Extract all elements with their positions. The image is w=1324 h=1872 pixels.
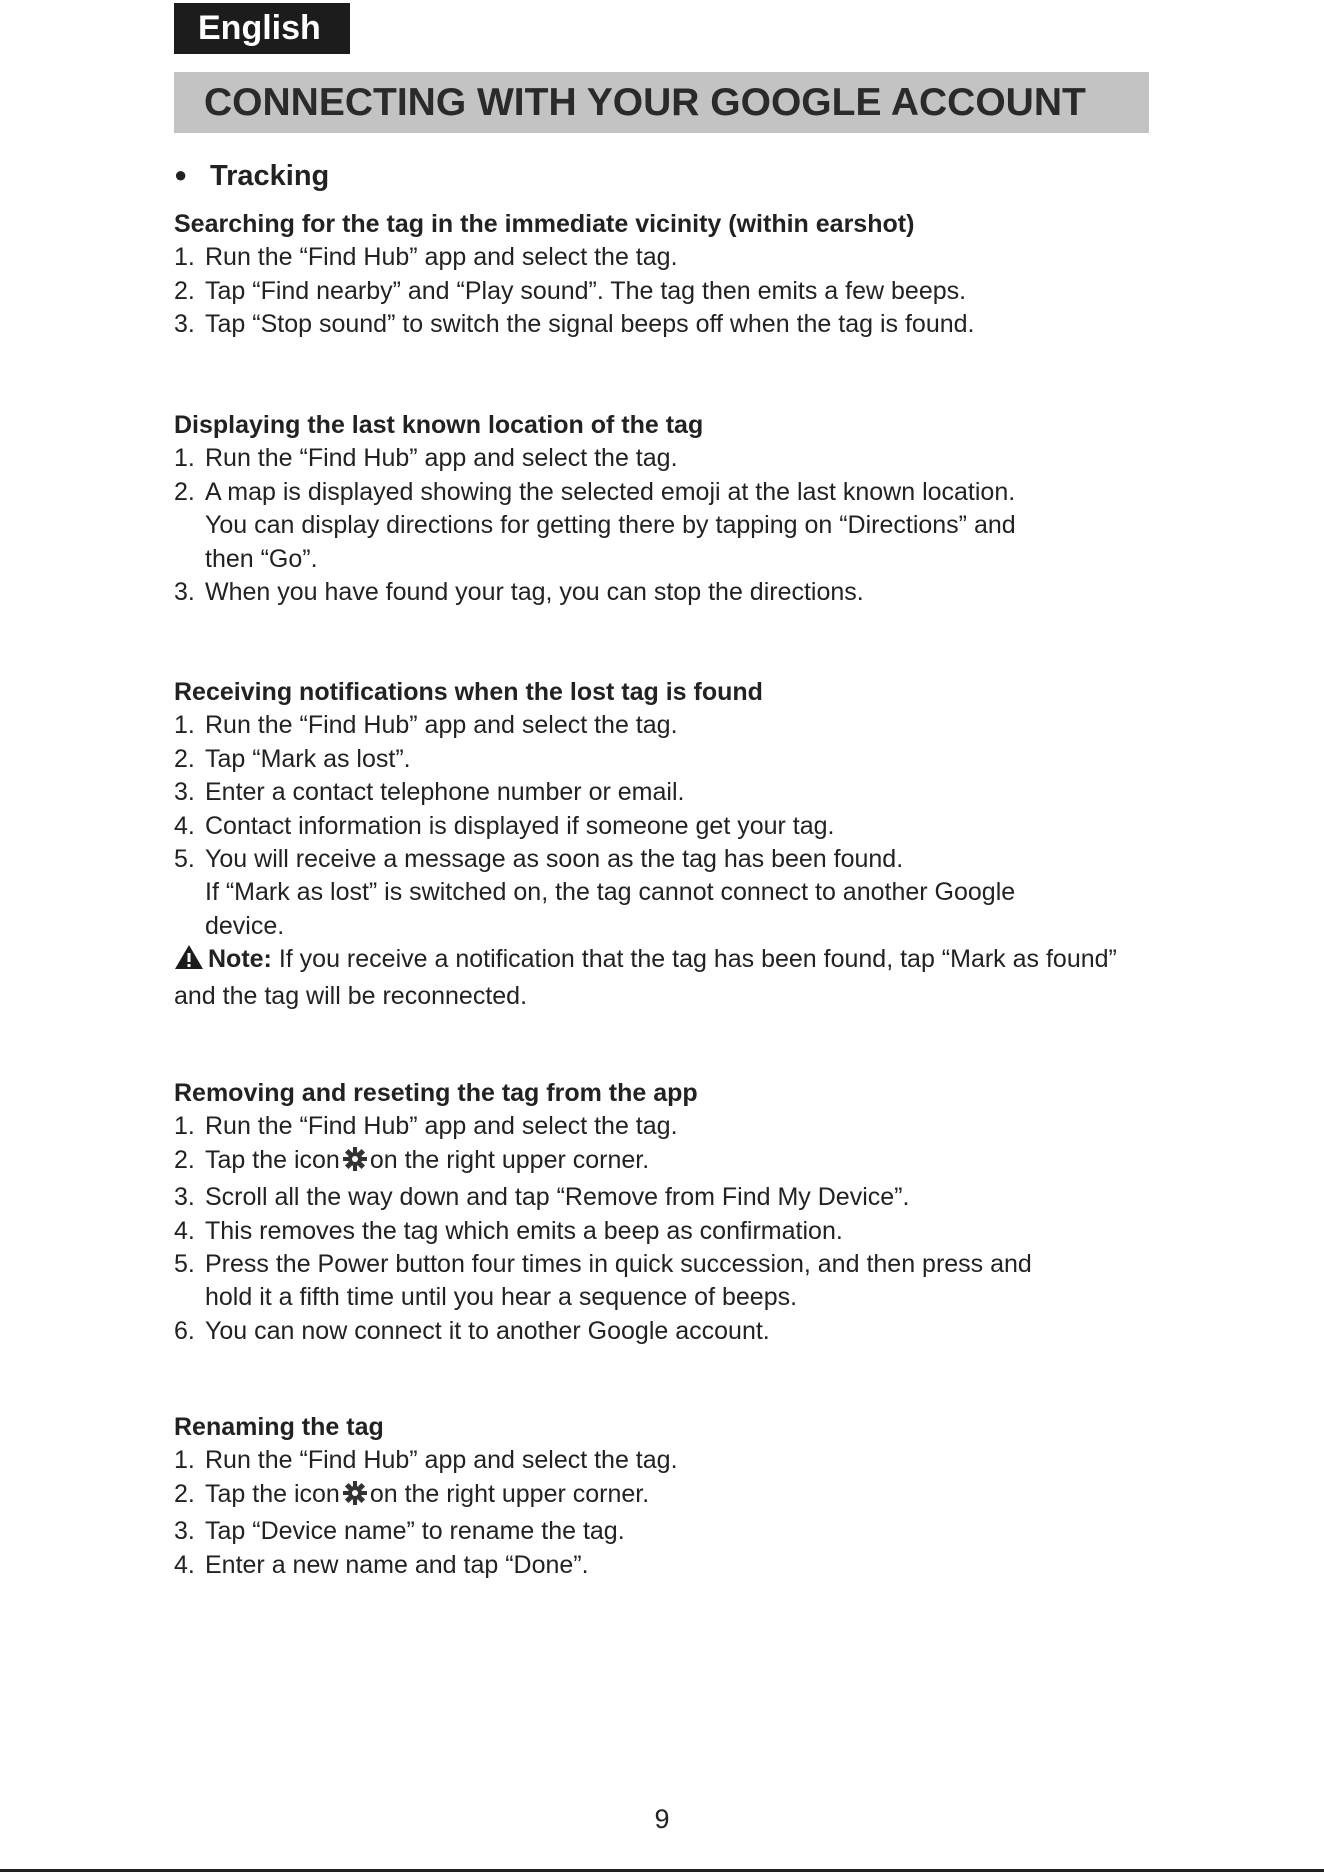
- step-text-after: on the right upper corner.: [369, 1145, 650, 1174]
- step-number: 5.: [174, 1250, 195, 1279]
- step-item: [174, 1444, 1154, 1477]
- step-number: 4.: [174, 811, 195, 840]
- step-item: [174, 1181, 1154, 1214]
- step-text: Scroll all the way down and tap “Remove from Find My Device”.: [205, 1183, 910, 1212]
- step-item: [174, 275, 1154, 308]
- step-text: Run the “Find Hub” app and select the tag.: [205, 444, 678, 473]
- step-item: [174, 1144, 1154, 1181]
- step-number: 3.: [174, 578, 195, 607]
- step-number: 1.: [174, 243, 195, 272]
- page-number: 9: [654, 1804, 670, 1834]
- step-number: 3.: [174, 1183, 195, 1212]
- section-0: [174, 208, 1154, 342]
- step-text: Tap “Device name” to rename the tag.: [205, 1517, 625, 1546]
- step-continuation: device.: [205, 911, 285, 940]
- section-4: [174, 1411, 1154, 1582]
- step-text: Tap “Stop sound” to switch the signal beeps off when the tag is found.: [205, 310, 975, 339]
- language-label: English: [174, 3, 350, 54]
- step-text-before: Tap the icon: [205, 1479, 340, 1508]
- step-text: This removes the tag which emits a beep as confirmation.: [205, 1216, 843, 1245]
- step-number: 1.: [174, 1112, 195, 1141]
- step-number: 2.: [174, 477, 195, 506]
- step-continuation: hold it a fifth time until you hear a sequence of beeps.: [205, 1283, 798, 1312]
- step-number: 1.: [174, 711, 195, 740]
- topic-label: Tracking: [210, 160, 330, 192]
- section-heading: Displaying the last known location of the tag: [174, 411, 704, 439]
- step-text-after: on the right upper corner.: [369, 1479, 650, 1508]
- step-number: 1.: [174, 444, 195, 473]
- step-item: [174, 1515, 1154, 1548]
- step-text: You can now connect it to another Google account.: [205, 1316, 770, 1345]
- step-item: [174, 776, 1154, 809]
- banner-title: CONNECTING WITH YOUR GOOGLE ACCOUNT: [174, 72, 1149, 133]
- step-number: 2.: [174, 744, 195, 773]
- step-number: 2.: [174, 276, 195, 305]
- note-label: Note:: [208, 945, 272, 974]
- step-text: Run the “Find Hub” app and select the tag.: [205, 1446, 678, 1475]
- step-number: 4.: [174, 1550, 195, 1579]
- step-number: 3.: [174, 310, 195, 339]
- step-text: Tap “Mark as lost”.: [205, 744, 411, 773]
- step-number: 2.: [174, 1145, 195, 1174]
- step-text: Run the “Find Hub” app and select the tag.: [205, 1112, 678, 1141]
- settings-gear-icon: [340, 1480, 370, 1515]
- step-item: [174, 1215, 1154, 1248]
- section-heading: Renaming the tag: [174, 1413, 384, 1441]
- step-text: Run the “Find Hub” app and select the tag.: [205, 243, 678, 272]
- topic-heading: [174, 155, 329, 196]
- step-text: A map is displayed showing the selected emoji at the last known location.: [205, 477, 1016, 506]
- step-text: Run the “Find Hub” app and select the tag.: [205, 711, 678, 740]
- section-heading: Searching for the tag in the immediate vicinity (within earshot): [174, 210, 915, 238]
- warning-icon: [174, 944, 204, 979]
- step-text: Enter a contact telephone number or email.: [205, 778, 685, 807]
- step-text: Tap “Find nearby” and “Play sound”. The tag then emits a few beeps.: [205, 276, 967, 305]
- step-text: Press the Power button four times in quick succession, and then press and: [205, 1250, 1032, 1279]
- step-item: [174, 1478, 1154, 1515]
- step-text-before: Tap the icon: [205, 1145, 340, 1174]
- step-number: 4.: [174, 1216, 195, 1245]
- section-3: [174, 1077, 1154, 1348]
- step-number: 6.: [174, 1316, 195, 1345]
- step-text: You will receive a message as soon as the tag has been found.: [205, 845, 904, 874]
- section-heading: Removing and reseting the tag from the app: [174, 1079, 698, 1107]
- step-item: [174, 1248, 1154, 1281]
- step-text: When you have found your tag, you can stop the directions.: [205, 578, 864, 607]
- step-item: [174, 1549, 1154, 1582]
- step-number: 5.: [174, 845, 195, 874]
- step-continuation: You can display directions for getting there by tapping on “Directions” and: [205, 511, 1016, 540]
- step-item: [174, 1315, 1154, 1348]
- step-item: [174, 576, 1154, 609]
- note-block: [174, 943, 1154, 1013]
- step-text: Enter a new name and tap “Done”.: [205, 1550, 589, 1579]
- step-item: [174, 442, 1154, 475]
- step-item: [174, 476, 1154, 509]
- step-number: 3.: [174, 778, 195, 807]
- section-2: [174, 676, 1154, 1013]
- section-heading: Receiving notifications when the lost tag is found: [174, 678, 763, 706]
- bullet-icon: ●: [174, 162, 188, 187]
- step-item: [174, 241, 1154, 274]
- step-continuation: then “Go”.: [205, 544, 318, 573]
- step-item: [174, 743, 1154, 776]
- settings-gear-icon: [340, 1146, 370, 1181]
- step-number: 3.: [174, 1517, 195, 1546]
- step-item: [174, 709, 1154, 742]
- step-number: 1.: [174, 1446, 195, 1475]
- step-continuation: If “Mark as lost” is switched on, the tag cannot connect to another Google: [205, 878, 1016, 907]
- note-text: If you receive a notification that the tag has been found, tap “Mark as found” and the tag will be reconnected.: [174, 945, 1117, 1010]
- step-item: [174, 810, 1154, 843]
- step-number: 2.: [174, 1479, 195, 1508]
- step-item: [174, 843, 1154, 876]
- step-text: Contact information is displayed if someone get your tag.: [205, 811, 835, 840]
- step-item: [174, 308, 1154, 341]
- step-item: [174, 1110, 1154, 1143]
- section-1: [174, 409, 1154, 609]
